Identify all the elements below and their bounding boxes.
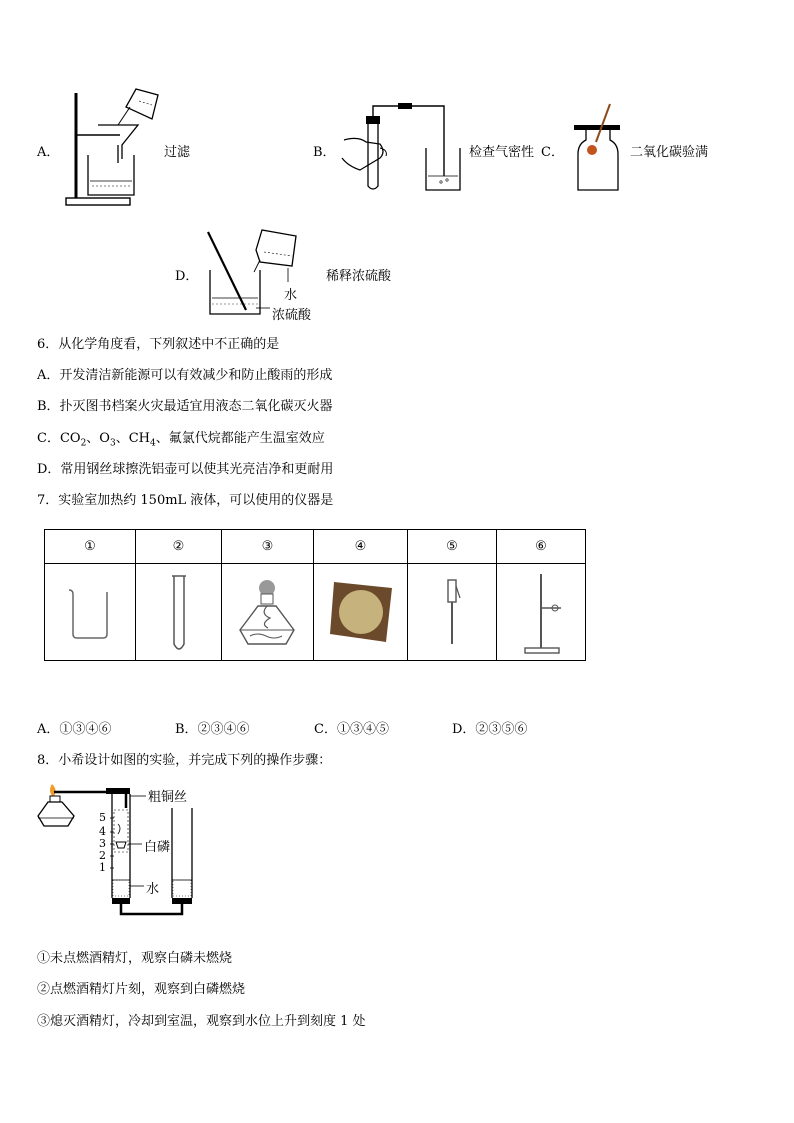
q7-option-b: B．②③④⑥: [175, 722, 250, 737]
water-label: 水: [284, 288, 298, 303]
option-b-caption: 检查气密性: [469, 145, 535, 160]
scale-5: 5: [99, 811, 106, 824]
co2-test-figure: [570, 102, 625, 194]
scale-2: 2: [99, 849, 106, 862]
option-d-letter: D．: [175, 269, 199, 284]
white-phosphorus-label: 白磷: [144, 840, 171, 855]
iron-stand-icon: [521, 570, 563, 656]
iron-stand-cell: [497, 564, 586, 661]
q6-option-c: C．$CO_2$、$O_3$、$CH_4$、氟氯代烷都能产生温室效应: [37, 431, 325, 449]
instrument-table: [44, 529, 586, 661]
header-4: ④: [314, 530, 408, 564]
scale-1: 1: [99, 861, 106, 874]
copper-wire-label: 粗铜丝: [148, 790, 188, 805]
q8-step-2: ②点燃酒精灯片刻，观察到白磷燃烧: [37, 982, 246, 997]
test-tube-icon: [170, 574, 188, 654]
option-c-caption: 二氧化碳验满: [630, 145, 709, 160]
q8-stem: 8．小希设计如图的实验，并完成下列的操作步骤：: [37, 753, 332, 768]
q7-option-a: A．①③④⑥: [37, 722, 112, 737]
q8-step-1: ①未点燃酒精灯，观察白磷未燃烧: [37, 951, 233, 966]
filtration-apparatus-figure: [60, 85, 170, 210]
water-level-label: 水: [146, 882, 160, 897]
header-3: ③: [222, 530, 314, 564]
airtightness-check-figure: [340, 100, 465, 195]
beaker-cell: [45, 564, 136, 661]
phosphorus-experiment-figure: [34, 780, 234, 920]
q8-step-3: ③熄灭酒精灯，冷却到室温，观察到水位上升到刻度 1 处: [37, 1014, 366, 1029]
test-tube-clamp-icon: [442, 578, 464, 648]
option-d-caption: 稀释浓硫酸: [326, 269, 392, 284]
q6-stem: 6．从化学角度看，下列叙述中不正确的是: [37, 337, 280, 352]
q7-option-d: D．②③⑤⑥: [452, 722, 528, 737]
option-a-letter: A．: [37, 145, 60, 160]
q6-option-b: B．扑灭图书档案火灾最适宜用液态二氧化碳灭火器: [37, 399, 333, 414]
asbestos-net-icon: [328, 578, 394, 644]
scale-3: 3: [99, 837, 106, 850]
header-5: ⑤: [408, 530, 497, 564]
asbestos-net-cell: [314, 564, 408, 661]
beaker-icon: [67, 586, 113, 642]
q6-option-d: D．常用钢丝球擦洗铝壶可以使其光亮洁净和更耐用: [37, 462, 334, 477]
acid-label: 浓硫酸: [272, 308, 312, 323]
option-c-letter: C．: [541, 145, 564, 160]
alcohol-lamp-icon: [236, 578, 298, 648]
header-1: ①: [45, 530, 136, 564]
q7-stem: 7．实验室加热约 150mL 液体，可以使用的仪器是: [37, 493, 334, 508]
scale-4: 4: [99, 825, 106, 838]
q6-option-a: A．开发清洁新能源可以有效减少和防止酸雨的形成: [37, 368, 333, 383]
header-6: ⑥: [497, 530, 586, 564]
alcohol-lamp-cell: [222, 564, 314, 661]
header-2: ②: [136, 530, 222, 564]
option-a-caption: 过滤: [164, 145, 191, 160]
option-b-letter: B．: [313, 145, 336, 160]
test-tube-clamp-cell: [408, 564, 497, 661]
test-tube-cell: [136, 564, 222, 661]
q7-option-c: C．①③④⑤: [314, 722, 389, 737]
